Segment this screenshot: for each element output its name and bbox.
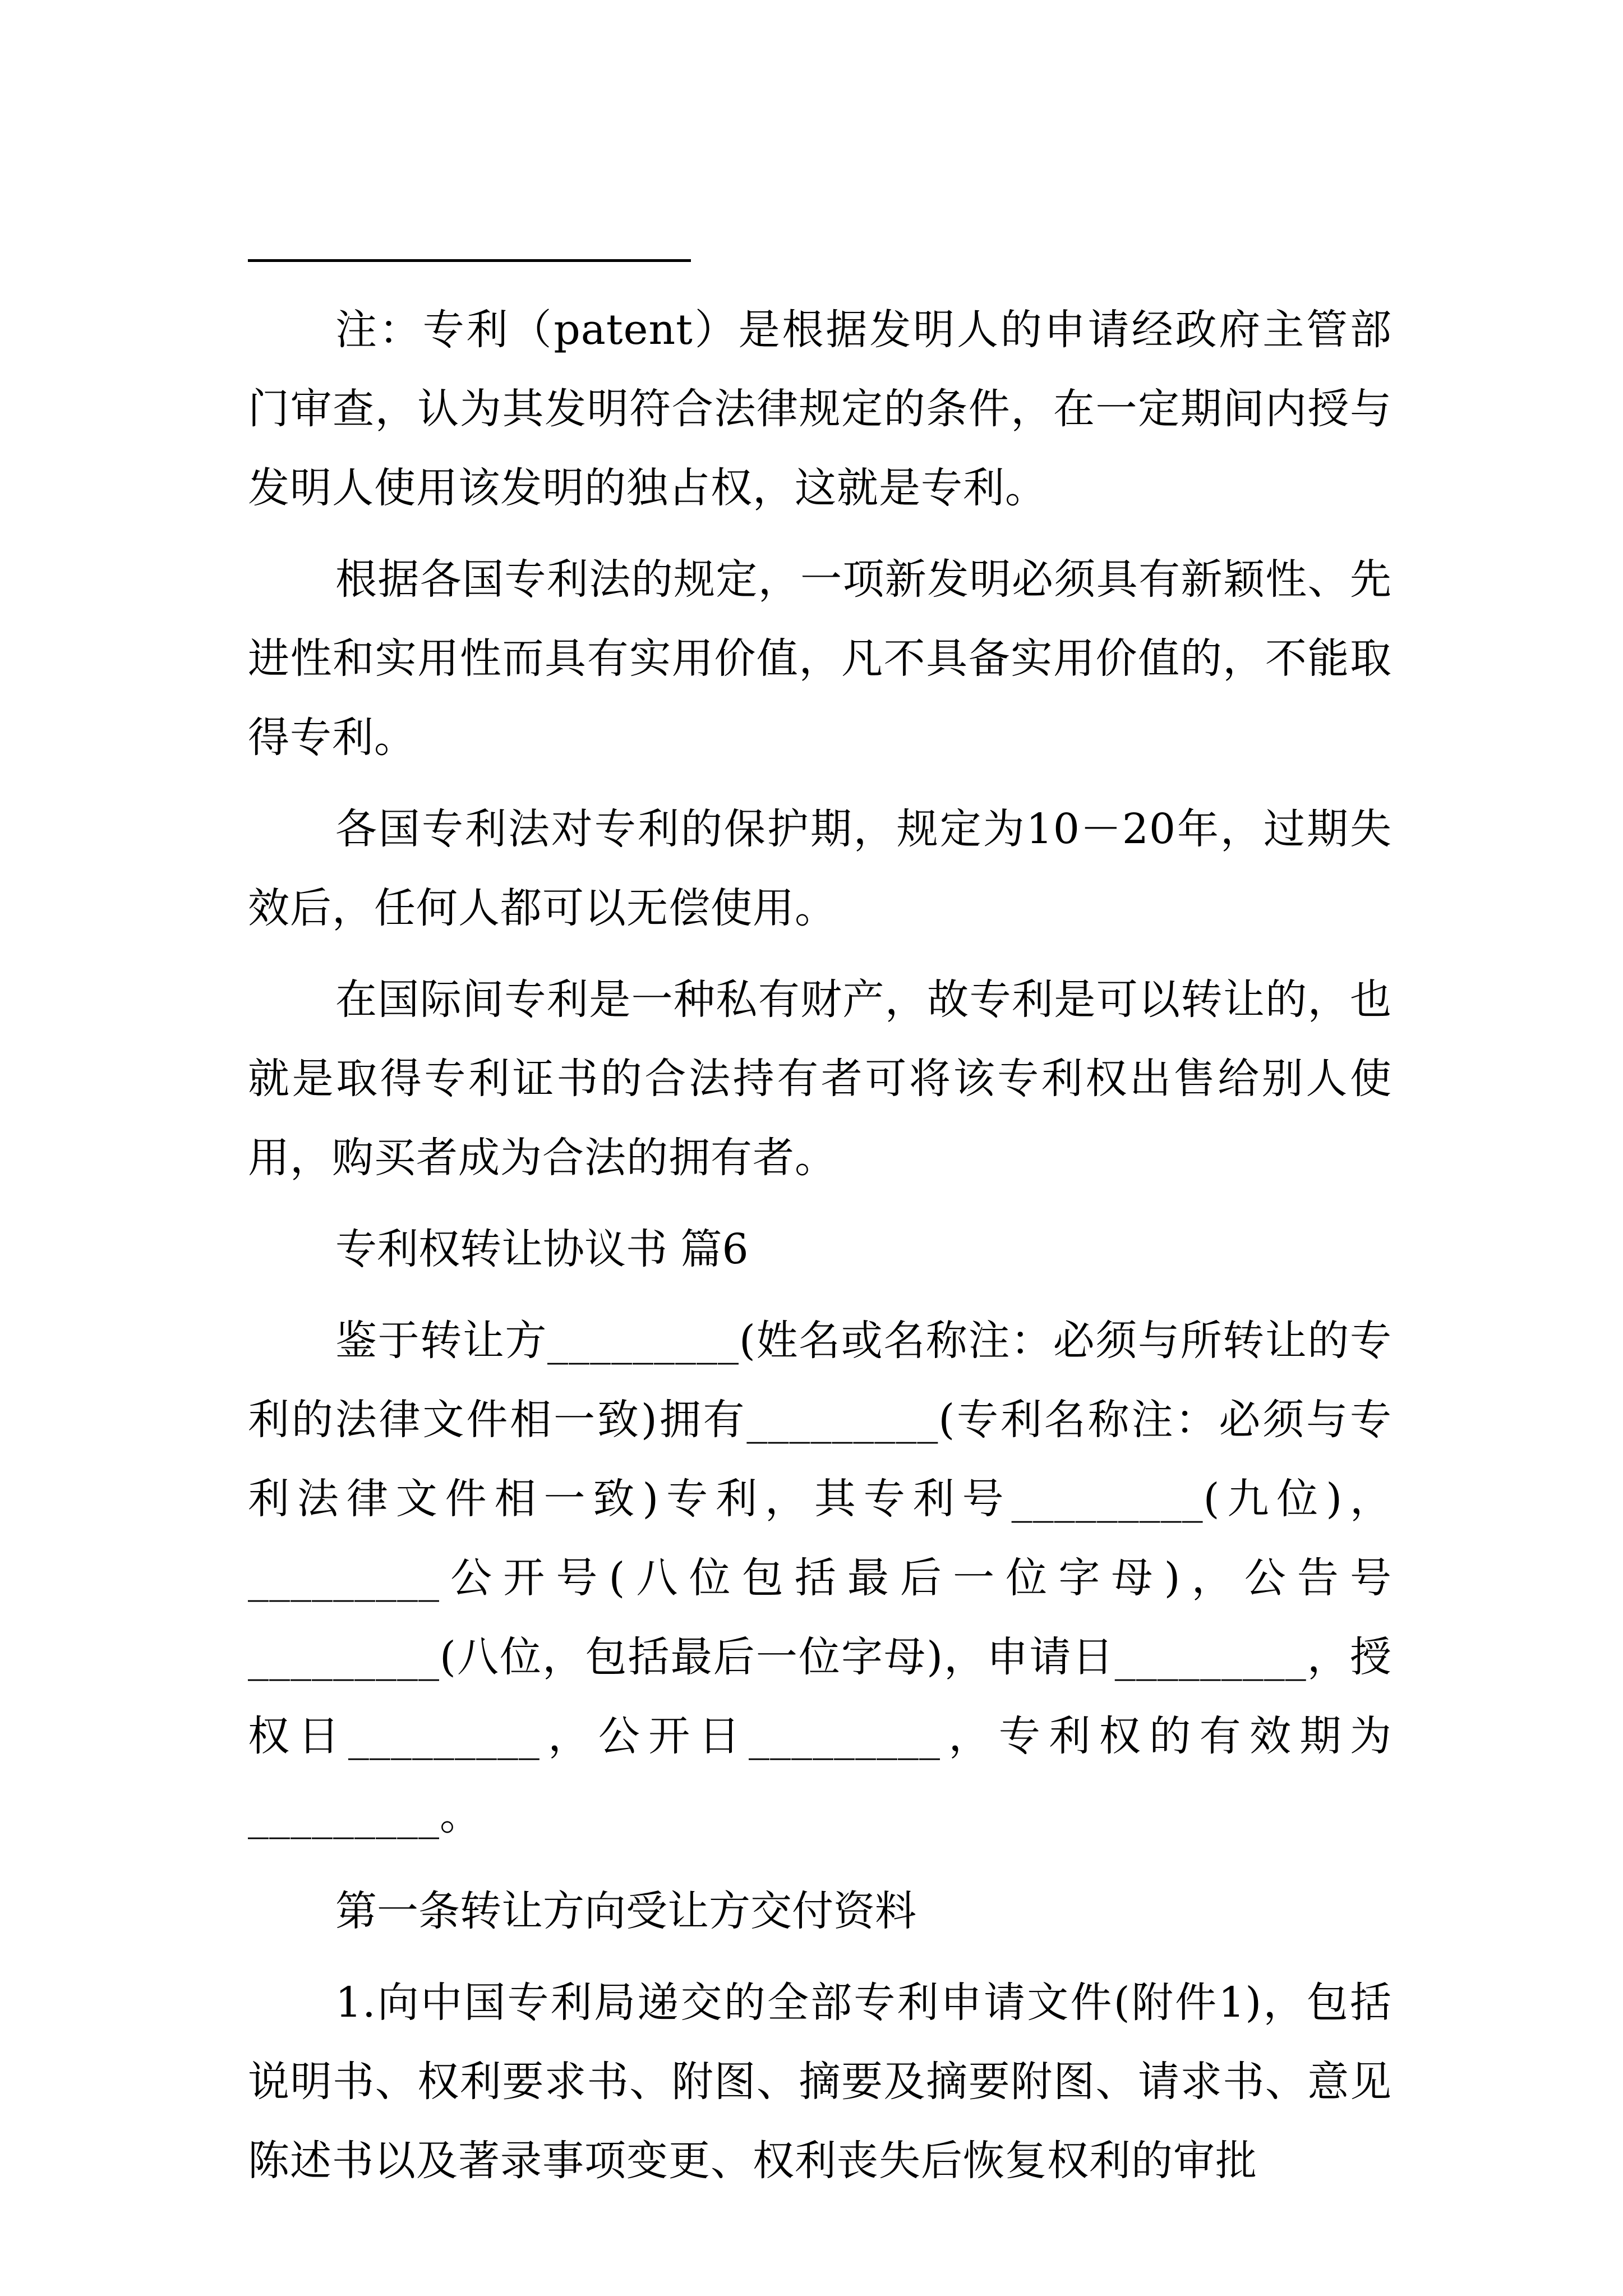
paragraph-protection-period: 各国专利法对专利的保护期，规定为10－20年，过期失效后，任何人都可以无偿使用。	[248, 805, 1392, 932]
footnote-separator	[248, 259, 691, 262]
paragraph-agreement-intro: 鉴于转让方_________(姓名或名称注：必须与所转让的专利的法律文件相一致)拥有_________(专利名称注：必须与专利法律文件相一致)专利，其专利号_________(九位)，_________公开号(八位包括最后一位字母)，公告号_________(八位，包括最后一位字母)，申请日_________，授权日_________，公开日_________，专利权的有效期为_________。	[248, 1317, 1392, 1839]
document-body	[248, 291, 1392, 2213]
article-heading: 第一条转让方向受让方交付资料	[335, 1887, 916, 1935]
paragraph-patent-note: 注：专利（patent）是根据发明人的申请经政府主管部门审查，认为其发明符合法律规定的条件，在一定期间内授与发明人使用该发明的独占权，这就是专利。	[248, 306, 1392, 512]
paragraph-article-item-1: 1.向中国专利局递交的全部专利申请文件(附件1)，包括说明书、权利要求书、附图、摘要及摘要附图、请求书、意见陈述书以及著录事项变更、权利丧失后恢复权利的审批	[248, 1978, 1392, 2185]
paragraph-patent-transfer: 在国际间专利是一种私有财产，故专利是可以转让的，也就是取得专利证书的合法持有者可将该专利权出售给别人使用，购买者成为合法的拥有者。	[248, 976, 1392, 1182]
paragraph-patent-law: 根据各国专利法的规定，一项新发明必须具有新颖性、先进性和实用性而具有实用价值，凡不具备实用价值的，不能取得专利。	[248, 555, 1392, 762]
section-heading: 专利权转让协议书 篇6	[335, 1225, 749, 1273]
